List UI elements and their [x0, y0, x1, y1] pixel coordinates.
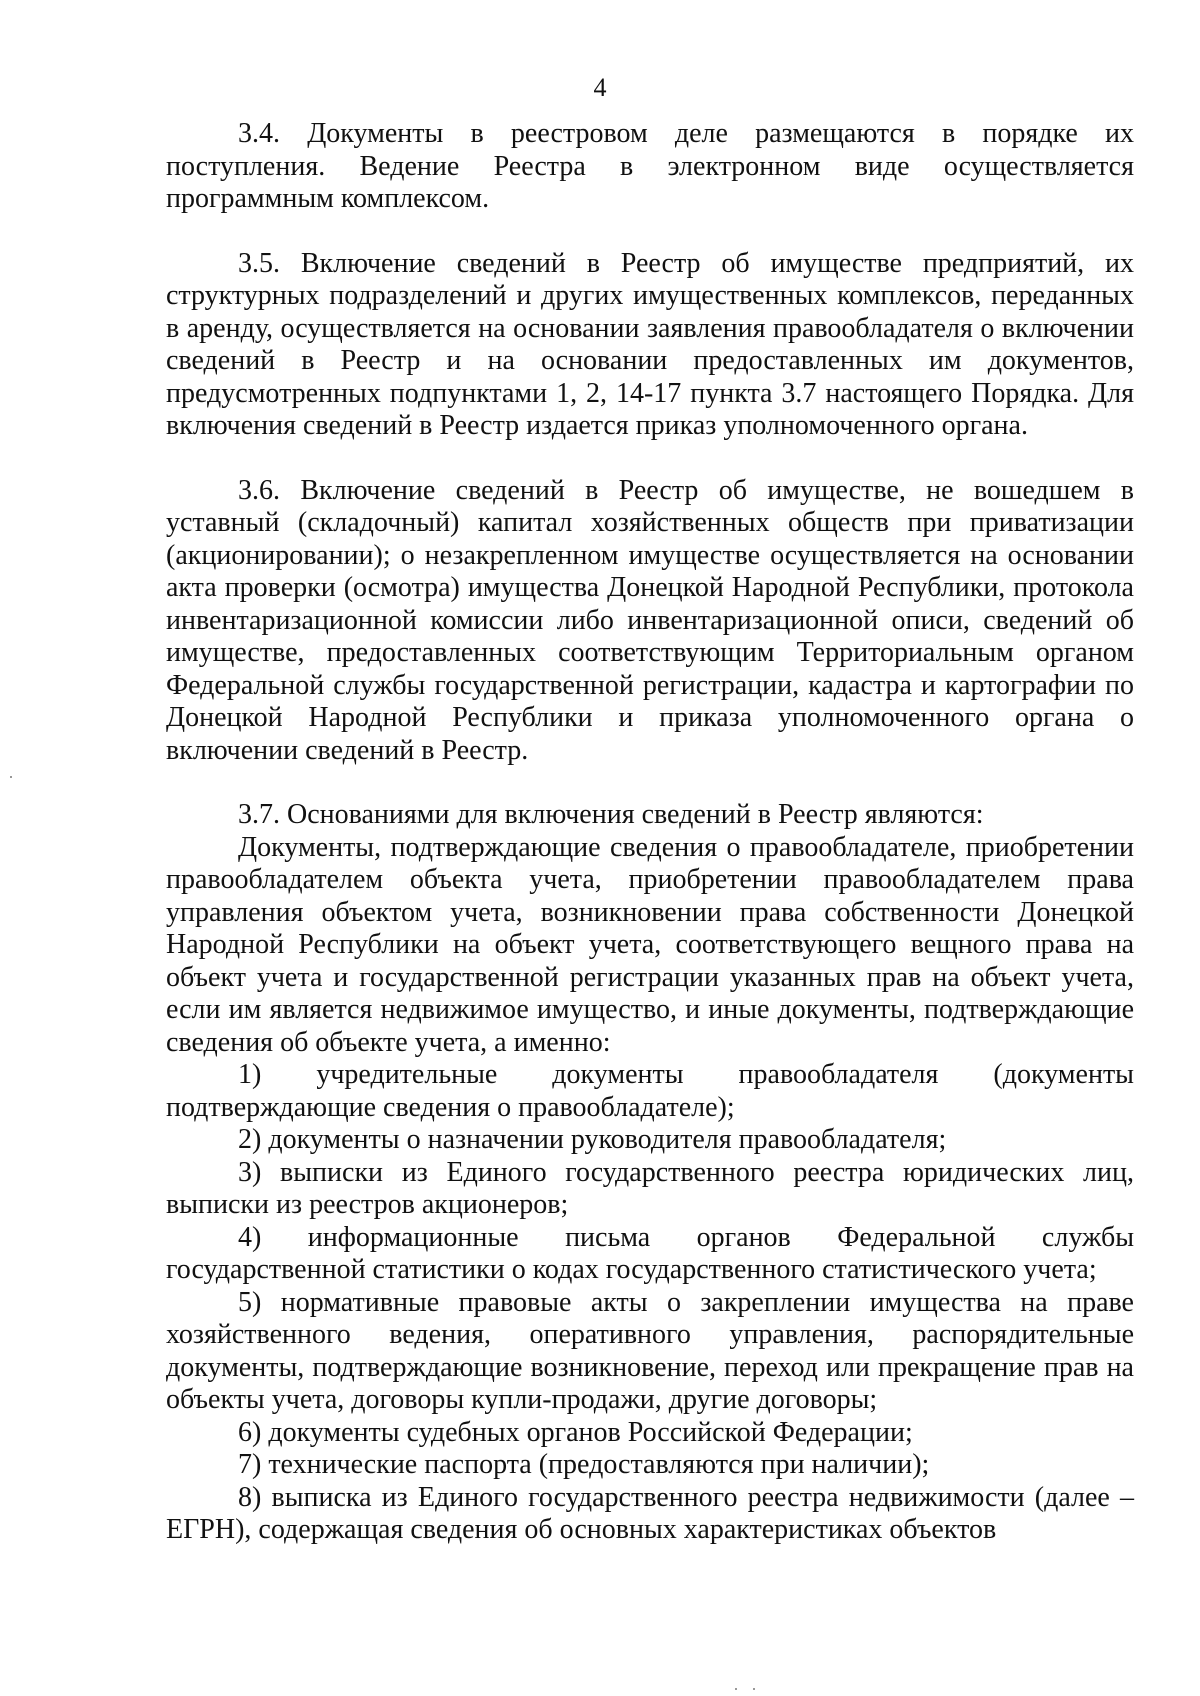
- list-item-2: 2) документы о назначении руководителя правообладателя;: [238, 1124, 947, 1155]
- document-body: [166, 118, 1134, 1547]
- paragraph-3-4: 3.4. Документы в реестровом деле размещаются в порядке их поступления. Ведение Реестра в электронном виде осуществляется программным комплексом.: [166, 118, 1134, 214]
- paragraph-3-7-heading: 3.7. Основаниями для включения сведений в Реестр являются:: [238, 799, 984, 830]
- scan-specks-bottom: [735, 1688, 765, 1690]
- scan-speck: [10, 776, 12, 778]
- page-number: 4: [593, 73, 607, 102]
- paragraph-3-5: 3.5. Включение сведений в Реестр об имуществе предприятий, их структурных подразделений и других имущественных комплексов, переданных в аренду, осуществляется на основании заявления правообладателя о включении сведений в Реестр и на основании предоставленных им документов, предусмотренных подпунктами 1, 2, 14-17 пункта 3.7 настоящего Порядка. Для включения сведений в Реестр издается приказ уполномоченного органа.: [166, 247, 1134, 441]
- list-item-1: 1) учредительные документы правообладателя (документы подтверждающие сведения о правообладателе);: [166, 1059, 1134, 1123]
- list-item-5: 5) нормативные правовые акты о закреплении имущества на праве хозяйственного ведения, оперативного управления, распорядительные документы, подтверждающие возникновение, переход или прекращение прав на объекты учета, договоры купли-продажи, другие договоры;: [166, 1286, 1134, 1415]
- paragraph-3-6: 3.6. Включение сведений в Реестр об имуществе, не вошедшем в уставный (складочный) капитал хозяйственных обществ при приватизации (акционировании); о незакрепленном имуществе осуществляется на основании акта проверки (осмотра) имущества Донецкой Народной Республики, протокола инвентаризационной комиссии либо инвентаризационной описи, сведений об имуществе, предоставленных соответствующим Территориальным органом Федеральной службы государственной регистрации, кадастра и картографии по Донецкой Народной Республики и приказа уполномоченного органа о включении сведений в Реестр.: [166, 474, 1134, 766]
- paragraph-3-7-intro: Документы, подтверждающие сведения о правообладателе, приобретении правообладателем объекта учета, приобретении правообладателем права управления объектом учета, возникновении права собственности Донецкой Народной Республики на объект учета, соответствующего вещного права на объект учета и государственной регистрации указанных прав на объект учета, если им является недвижимое имущество, и иные документы, подтверждающие сведения об объекте учета, а именно:: [166, 831, 1134, 1058]
- list-item-6: 6) документы судебных органов Российской Федерации;: [238, 1416, 913, 1448]
- list-item-4: 4) информационные письма органов Федеральной службы государственной статистики о кодах государственного статистического учета;: [166, 1221, 1134, 1285]
- list-item-7: 7) технические паспорта (предоставляются при наличии);: [238, 1449, 930, 1480]
- list-item-3: 3) выписки из Единого государственного реестра юридических лиц, выписки из реестров акционеров;: [166, 1156, 1134, 1220]
- list-item-8: 8) выписка из Единого государственного реестра недвижимости (далее – ЕГРН), содержащая сведения об основных характеристиках объектов: [166, 1481, 1134, 1545]
